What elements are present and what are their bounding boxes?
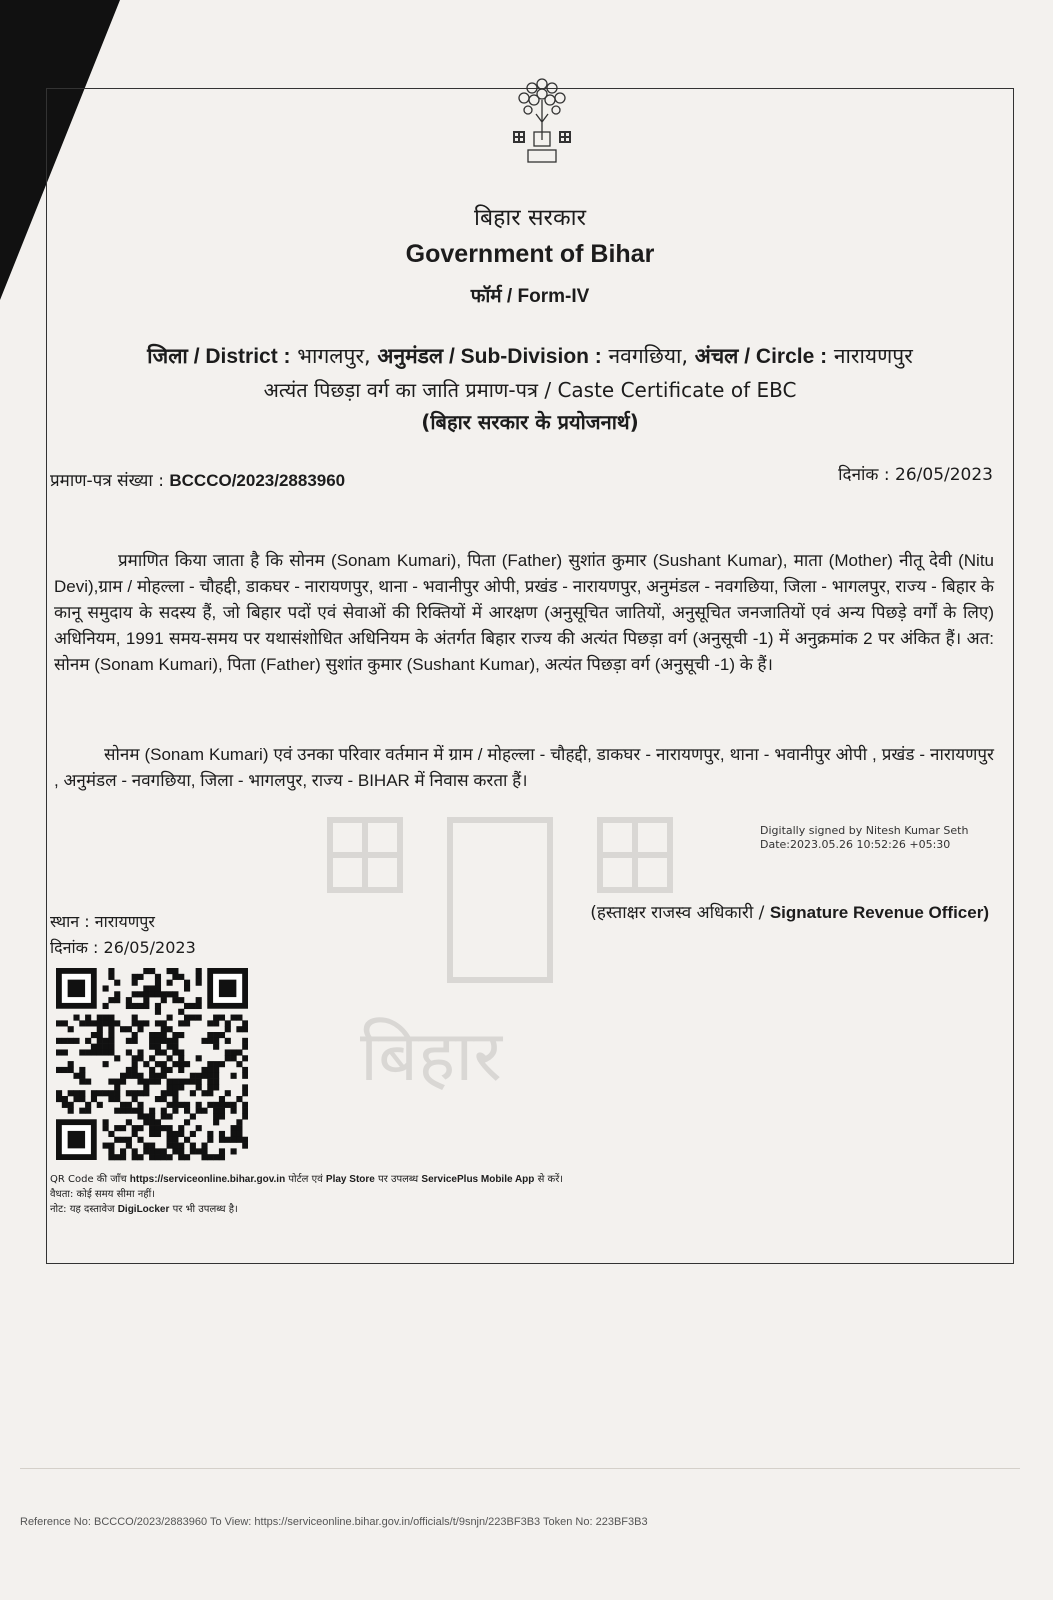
watermark-emblem: [320, 780, 680, 1100]
jurisdiction-line: [46, 342, 1014, 370]
certificate-number-label: प्रमाण-पत्र संख्या :: [50, 471, 164, 491]
circle-value: नारायणपुर: [833, 344, 913, 368]
place-date: [50, 936, 196, 958]
digilocker-note: [50, 1202, 810, 1217]
digilocker-text: DigiLocker: [117, 1204, 170, 1215]
qr-note-text: से करें।: [537, 1174, 564, 1185]
qr-note-line1: [50, 1172, 810, 1187]
qr-note-text: पर उपलब्ध: [378, 1174, 419, 1185]
place-date-label: दिनांक :: [50, 938, 99, 957]
certification-paragraph: प्रमाणित किया जाता है कि सोनम (Sonam Kumari), पिता (Father) सुशांत कुमार (Sushant Kumar), माता (Mother) नीतू देवी (Nitu Devi),ग्राम / मोहल्ला - चौहद्दी, डाकघर - नारायणपुर, थाना - भवानीपुर ओपी, प्रखंड - नारायणपुर, अनुमंडल - नवगछिया, जिला - भागलपुर, राज्य - बिहार के कानू समुदाय के सदस्य हैं, जो बिहार पदों एवं सेवाओं की रिक्तियों में आरक्षण (अनुसूचित जातियों, अनुसूचित जनजातियों एवं अन्य पिछड़े वर्गों के लिए) अधिनियम, 1991 समय-समय पर यथासंशोधित अधिनियम के अंतर्गत बिहार राज्य की अत्यंत पिछड़ा वर्ग (अनुसूची -1) में अनुक्रमांक 2 पर अंकित हैं। अत: सोनम (Sonam Kumari), पिता (Father) सुशांत कुमार (Sushant Kumar), अत्यंत पिछड़ा वर्ग (अनुसूची -1) के हैं।: [54, 551, 994, 674]
qr-note-text: पर भी उपलब्ध है।: [172, 1204, 238, 1215]
validity-note: वैधता: कोई समय सीमा नहीं।: [50, 1189, 155, 1200]
district-label: जिला / District :: [147, 345, 291, 368]
issue-date-label: दिनांक :: [838, 465, 890, 485]
english-title: Government of Bihar: [405, 240, 655, 268]
issue-date-value: 26/05/2023: [895, 465, 993, 485]
issue-date: [838, 462, 993, 485]
app-name: ServicePlus Mobile App: [421, 1174, 535, 1185]
signature-label: [590, 900, 989, 923]
place-date-value: 26/05/2023: [103, 938, 196, 957]
subdivision-label: अनुमंडल / Sub-Division :: [377, 345, 602, 368]
subdivision-value: नवगछिया,: [608, 344, 689, 368]
footer-divider: [20, 1468, 1020, 1469]
place: [50, 910, 155, 932]
hindi-title: बिहार सरकार: [474, 205, 586, 231]
digital-signature: [760, 824, 968, 852]
district-value: भागलपुर,: [297, 344, 371, 368]
qr-verification-note: [50, 1172, 810, 1217]
residence-paragraph: सोनम (Sonam Kumari) एवं उनका परिवार वर्तमान में ग्राम / मोहल्ला - चौहद्दी, डाकघर - नारायणपुर, थाना - भवानीपुर ओपी , प्रखंड - नारायणपुर , अनुमंडल - नवगछिया, जिला - भागलपुर, राज्य - BIHAR में निवास करता हैं।: [54, 745, 994, 790]
digital-signature-date: Date:2023.05.26 10:52:26 +05:30: [760, 838, 951, 851]
circle-label: अंचल / Circle :: [694, 345, 828, 368]
qr-code: [56, 968, 248, 1168]
signature-label-english: Signature Revenue Officer): [769, 903, 989, 922]
place-label: स्थान :: [50, 912, 90, 931]
qr-note-text: QR Code की जाँच: [50, 1174, 127, 1185]
certificate-number: [50, 468, 345, 491]
signature-label-hindi: (हस्ताक्षर राजस्व अधिकारी /: [590, 903, 765, 923]
qr-note-text: पोर्टल एवं: [288, 1174, 323, 1185]
verification-url: https://serviceonline.bihar.gov.in: [129, 1174, 286, 1185]
form-number: फॉर्म / Form-IV: [470, 286, 590, 307]
watermark-text: बिहार: [360, 1015, 503, 1097]
qr-note-text: नोट: यह दस्तावेज: [50, 1204, 115, 1215]
purpose-note: (बिहार सरकार के प्रयोजनार्थ): [421, 410, 639, 434]
place-value: नारायणपुर: [94, 912, 155, 931]
play-store-text: Play Store: [325, 1174, 375, 1185]
reference-footer: Reference No: BCCCO/2023/2883960 To View: https://serviceonline.bihar.gov.in/officials/t/9snjn/223BF3B3 Token No: 223BF3B3: [20, 1516, 648, 1528]
digital-signature-signer: Digitally signed by Nitesh Kumar Seth: [760, 824, 969, 837]
bihar-emblem-icon: [510, 70, 574, 170]
caste-heading: अत्यंत पिछड़ा वर्ग का जाति प्रमाण-पत्र / Caste Certificate of EBC: [263, 378, 797, 402]
certificate-number-value: BCCCO/2023/2883960: [169, 471, 346, 490]
